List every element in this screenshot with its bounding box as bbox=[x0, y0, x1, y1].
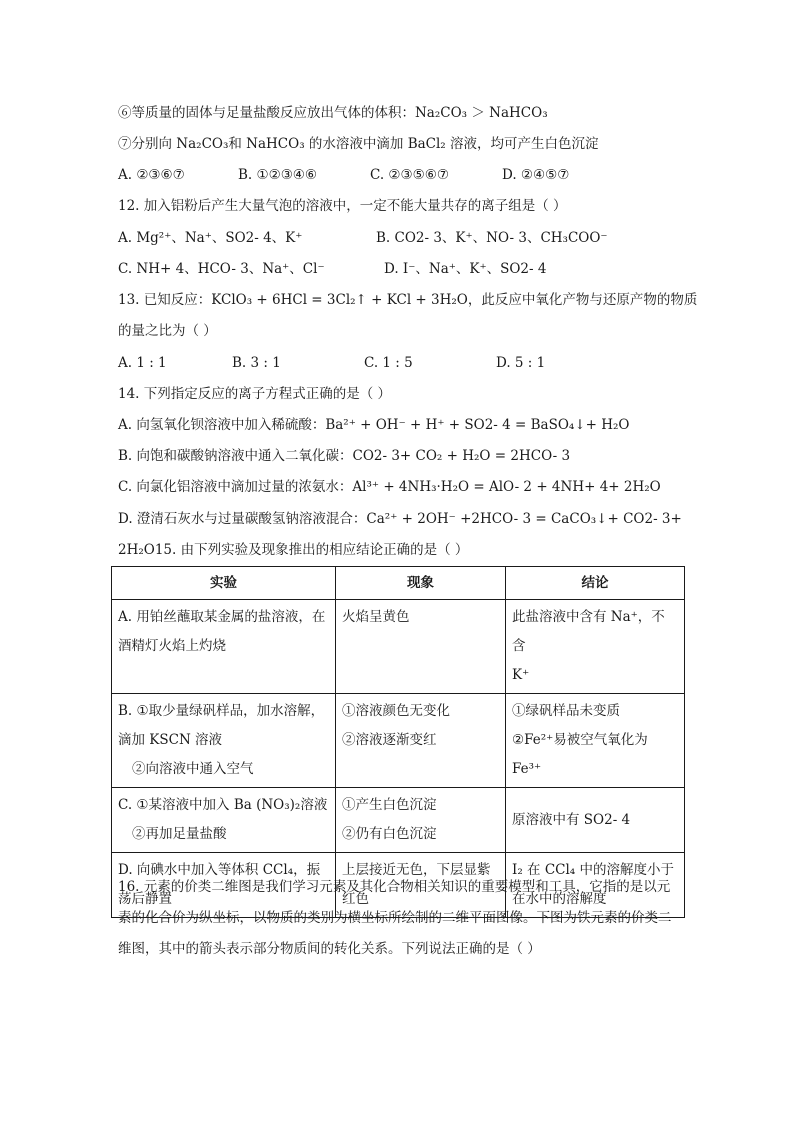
q13-stem-line1: 13. 已知反应：KClO₃ + 6HCl = 3Cl₂↑ + KCl + 3H₂O，此反应中氧化产物与还原产物的物质 bbox=[118, 292, 698, 308]
q11-option-d: D. ②④⑤⑦ bbox=[502, 167, 570, 183]
cell-line: 荡后静置 bbox=[118, 891, 172, 907]
q11-item6: ⑥等质量的固体与足量盐酸反应放出气体的体积：Na₂CO₃ ＞ NaHCO₃ bbox=[118, 105, 548, 121]
table-header-experiment: 实验 bbox=[112, 567, 336, 600]
table-header-phenomenon: 现象 bbox=[336, 567, 506, 600]
q11-item7: ⑦分别向 Na₂CO₃和 NaHCO₃ 的水溶液中滴加 BaCl₂ 溶液，均可产生白色沉淀 bbox=[118, 136, 599, 152]
table-cell-conclusion bbox=[506, 788, 685, 853]
cell-line: K⁺ bbox=[512, 667, 530, 683]
cell-line: A. 用铂丝蘸取某金属的盐溶液，在 bbox=[118, 609, 326, 625]
table-cell-phenomenon bbox=[336, 788, 506, 853]
cell-line: 红色 bbox=[342, 891, 369, 907]
q14-option-d: D. 澄清石灰水与过量碳酸氢钠溶液混合：Ca²⁺ + 2OH⁻ +2HCO- 3 = CaCO₃↓+ CO2- 3+ bbox=[118, 511, 682, 527]
cell-line: C. ①某溶液中加入 Ba (NO₃)₂溶液 bbox=[118, 797, 328, 813]
q14-stem: 14. 下列指定反应的离子方程式正确的是（ ） bbox=[118, 386, 392, 402]
cell-line: 火焰呈黄色 bbox=[342, 609, 410, 625]
table-cell-phenomenon bbox=[336, 600, 506, 694]
table-row bbox=[112, 694, 685, 788]
cell-line: 此盐溶液中含有 Na⁺，不含 bbox=[512, 609, 665, 654]
cell-line: ②再加足量盐酸 bbox=[132, 826, 227, 842]
table-cell-experiment bbox=[112, 600, 336, 694]
cell-line: ②仍有白色沉淀 bbox=[342, 826, 437, 842]
cell-line: I₂ 在 CCl₄ 中的溶解度小于 bbox=[512, 862, 675, 878]
cell-line: D. 向碘水中加入等体积 CCl₄，振 bbox=[118, 862, 321, 878]
cell-line: ②Fe²⁺易被空气氧化为 Fe³⁺ bbox=[512, 732, 648, 777]
cell-line: ①绿矾样品未变质 bbox=[512, 703, 620, 719]
q14-option-c: C. 向氯化铝溶液中滴加过量的浓氨水：Al³⁺ + 4NH₃·H₂O = AlO- 2 + 4NH+ 4+ 2H₂O bbox=[118, 479, 661, 495]
cell-line: 在水中的溶解度 bbox=[512, 891, 607, 907]
table-row bbox=[112, 788, 685, 853]
q12-option-b: B. CO2- 3、K⁺、NO- 3、CH₃COO⁻ bbox=[376, 230, 608, 246]
cell-line: ②向溶液中通入空气 bbox=[132, 761, 254, 777]
q14-option-a: A. 向氢氧化钡溶液中加入稀硫酸：Ba²⁺ + OH⁻ + H⁺ + SO2- 4 = BaSO₄↓+ H₂O bbox=[118, 417, 630, 433]
table-cell-experiment bbox=[112, 788, 336, 853]
q14-option-b: B. 向饱和碳酸钠溶液中通入二氧化碳：CO2- 3+ CO₂ + H₂O = 2HCO- 3 bbox=[118, 448, 571, 464]
cell-line: 原溶液中有 SO2- 4 bbox=[512, 811, 631, 828]
cell-line: ①产生白色沉淀 bbox=[342, 797, 437, 813]
q12-option-d: D. I⁻、Na⁺、K⁺、SO2- 4 bbox=[384, 261, 547, 277]
table-header-conclusion: 结论 bbox=[506, 567, 685, 600]
table-row bbox=[112, 600, 685, 694]
table-cell-experiment bbox=[112, 694, 336, 788]
table-cell-conclusion bbox=[506, 694, 685, 788]
table-cell-phenomenon bbox=[336, 694, 506, 788]
q11-option-b: B. ①②③④⑥ bbox=[238, 167, 318, 183]
q13-option-d: D. 5 : 1 bbox=[496, 355, 546, 371]
q11-option-c: C. ②③⑤⑥⑦ bbox=[370, 167, 449, 183]
cell-line: 滴加 KSCN 溶液 bbox=[118, 732, 223, 748]
cell-line: B. ①取少量绿矾样品，加水溶解， bbox=[118, 703, 325, 719]
cell-line: 上层接近无色，下层显紫 bbox=[342, 862, 491, 878]
q13-option-b: B. 3 : 1 bbox=[232, 355, 281, 371]
q13-stem-line2: 的量之比为（ ） bbox=[118, 323, 217, 339]
q11-option-a: A. ②③⑥⑦ bbox=[118, 167, 185, 183]
experiment-table bbox=[111, 566, 685, 918]
q12-stem: 12. 加入铝粉后产生大量气泡的溶液中，一定不能大量共存的离子组是（ ） bbox=[118, 198, 567, 214]
table-header-row bbox=[112, 567, 685, 600]
cell-line: 酒精灯火焰上灼烧 bbox=[118, 638, 226, 654]
q16-stem: 16. 元素的价类二维图是我们学习元素及其化合物相关知识的重要模型和工具，它指的是以元素的化合价为纵坐标，以物质的类别为横坐标所绘制的二维平面图像。下图为铁元素的价类二维图，其中的箭头表示部分物质间的转化关系。下列说法正确的是（ ） bbox=[118, 879, 672, 957]
q12-option-a: A. Mg²⁺、Na⁺、SO2- 4、K⁺ bbox=[118, 230, 303, 246]
q13-option-c: C. 1 : 5 bbox=[364, 355, 413, 371]
q14-option-d-cont-q15-stem: 2H₂O15. 由下列实验及现象推出的相应结论正确的是（ ） bbox=[118, 542, 469, 558]
table-cell-conclusion bbox=[506, 600, 685, 694]
q13-option-a: A. 1 : 1 bbox=[118, 355, 167, 371]
cell-line: ①溶液颜色无变化 bbox=[342, 703, 450, 719]
cell-line: ②溶液逐渐变红 bbox=[342, 732, 437, 748]
q12-option-c: C. NH+ 4、HCO- 3、Na⁺、Cl⁻ bbox=[118, 261, 325, 277]
